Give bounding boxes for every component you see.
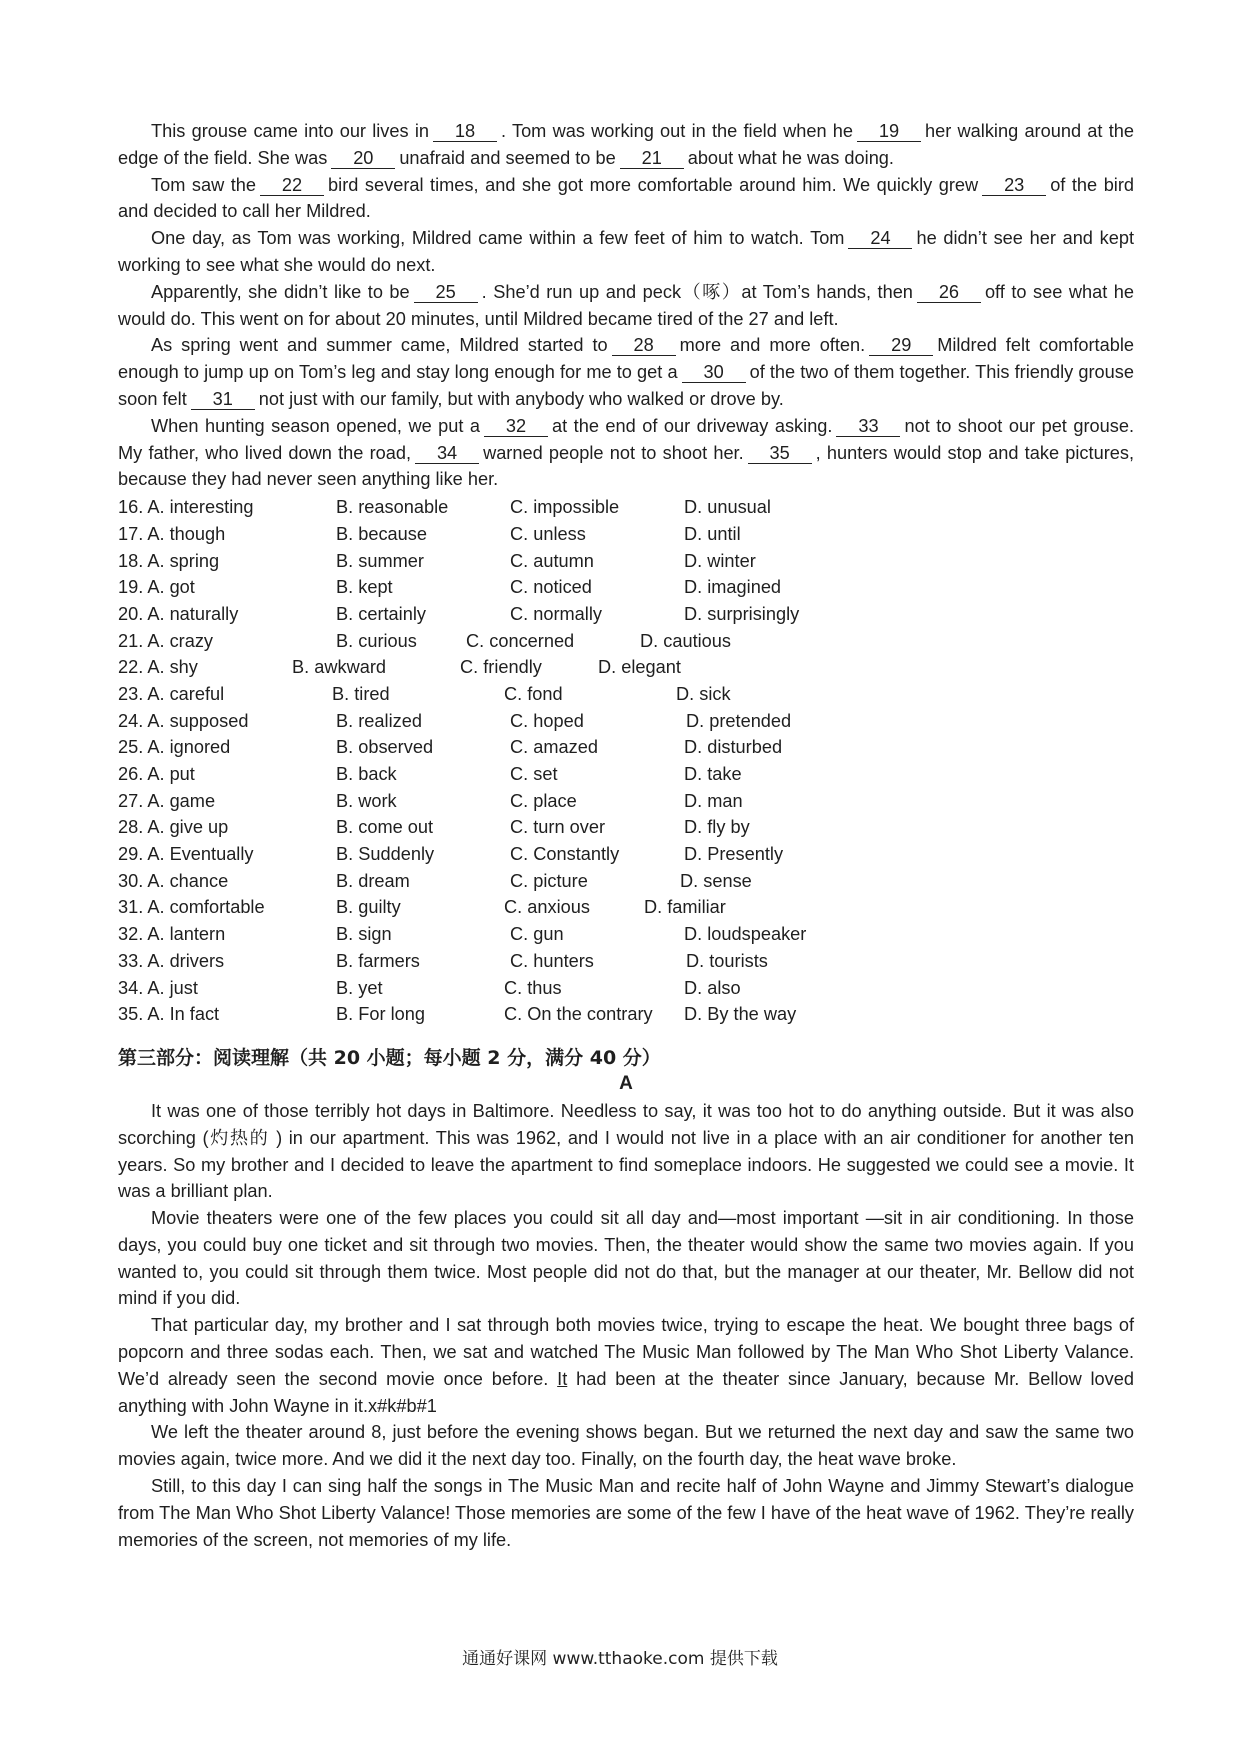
option-a: 29. A. Eventually: [118, 844, 254, 865]
cloze-text: off to see what he would do. This went on for about 20 minutes, until Mildred became: [118, 281, 1134, 329]
option-row: [118, 494, 1134, 521]
cloze-blank: 24: [848, 228, 912, 249]
option-a: 21. A. crazy: [118, 630, 214, 651]
cloze-text: her walking around at the edge of the field. She was: [118, 121, 1134, 168]
option-c: C. turn over: [510, 817, 606, 838]
option-row: [118, 521, 1134, 548]
reading-paragraph: Still, to this day I can sing half the songs in The Music Man and recite half of John Wayne and Jimmy Stewart’s dialogue from The Man Who Shot Liberty Valance! Those memories are some of the few I have of the heat wave of 1962. They’re really memories of the screen, not memories of my life.: [118, 1476, 1134, 1550]
option-a: 30. A. chance: [118, 870, 229, 891]
reading-paragraph: We left the theater around 8, just before the evening shows began. But we returned the next day and saw the same two movies again, twice more. And we did it the next day too. Finally, on the fourth day, the heat wave broke.: [118, 1422, 1134, 1470]
option-c: C. gun: [510, 924, 564, 945]
cloze-text: As spring went and summer came, Mildred started to: [151, 335, 608, 356]
option-d: D. cautious: [640, 630, 731, 651]
option-d: D. fly by: [684, 817, 750, 838]
option-a: 22. A. shy: [118, 657, 198, 678]
cloze-blank: 29: [869, 335, 933, 356]
cloze-blank: 31: [191, 389, 255, 410]
cloze-text: unafraid and seemed to be: [399, 147, 616, 168]
option-b: B. Suddenly: [336, 844, 435, 865]
cloze-text: When hunting season opened, we put a: [151, 415, 481, 436]
cloze-text: Tom saw the: [151, 174, 257, 195]
option-row: [118, 948, 1134, 975]
option-c: C. hunters: [510, 950, 594, 971]
option-d: D. Presently: [684, 844, 784, 865]
cloze-text: , hunters would stop and take pictures, because they had never seen anything like her.: [118, 442, 1135, 490]
option-c: C. concerned: [466, 630, 575, 651]
option-a: 27. A. game: [118, 790, 216, 811]
cloze-paragraph: [118, 172, 1134, 226]
option-a: 26. A. put: [118, 764, 195, 785]
option-d: D. take: [684, 764, 742, 785]
option-b: B. reasonable: [336, 497, 449, 518]
option-row: [118, 734, 1134, 761]
option-d: D. until: [684, 523, 741, 544]
cloze-blank: 35: [748, 443, 812, 464]
option-c: C. Constantly: [510, 844, 620, 865]
option-b: B. certainly: [336, 603, 426, 624]
cloze-text: he didn’t see her and kept working to see what she would do next.: [118, 228, 1134, 275]
option-c: C. noticed: [510, 577, 592, 598]
option-a: 31. A. comfortable: [118, 897, 265, 918]
option-b: B. curious: [336, 630, 417, 651]
option-a: 19. A. got: [118, 577, 195, 598]
reading-text: That particular day, my brother and I sat through both movies twice, trying to escape the heat. We bought three bags of popcorn and three sodas each. Then, we sat and watched The Music Man followed by The Man Who Shot Liberty Valance. We’d already seen the second movie once before.: [118, 1315, 1134, 1389]
option-a: 17. A. though: [118, 523, 226, 544]
option-c: C. amazed: [510, 737, 598, 758]
option-a: 35. A. In fact: [118, 1004, 220, 1025]
option-row: [118, 894, 1134, 921]
option-b: B. back: [336, 764, 397, 785]
cloze-blank: 32: [484, 416, 548, 437]
passage-letter: A: [619, 1072, 633, 1094]
cloze-text: This grouse came into our lives in: [151, 121, 430, 141]
cloze-text: . Tom was working out in the field when he: [501, 121, 854, 141]
option-b: B. sign: [336, 924, 392, 945]
reading-paragraph: [118, 1312, 1134, 1419]
option-c: C. fond: [504, 683, 563, 704]
option-row: [118, 868, 1134, 895]
option-a: 24. A. supposed: [118, 710, 249, 731]
reading-text: had been at the theater since January, because Mr. Bellow loved anything with John Wayne in it.x#k#b#1: [118, 1368, 1134, 1416]
cloze-blank: 33: [836, 416, 900, 437]
option-a: 20. A. naturally: [118, 603, 239, 624]
cloze-blank: 30: [682, 362, 746, 383]
option-d: D. By the way: [684, 1004, 797, 1025]
option-a: 28. A. give up: [118, 817, 229, 838]
cloze-paragraph: [118, 225, 1134, 279]
cloze-text: and left.: [773, 308, 839, 329]
cloze-text: One day, as Tom was working, Mildred came within a few feet of him to watch. Tom: [151, 228, 845, 249]
option-c: C. On the contrary: [504, 1004, 653, 1025]
option-c: C. thus: [504, 977, 562, 998]
option-d: D. man: [684, 790, 743, 811]
option-b: B. summer: [336, 550, 424, 571]
option-row: [118, 814, 1134, 841]
option-d: D. sense: [680, 870, 752, 891]
option-c: C. place: [510, 790, 577, 811]
option-row: [118, 628, 1134, 655]
cloze-blank: 26: [917, 282, 981, 303]
cloze-text: of the two of them together. This friendly grouse soon felt: [118, 362, 1134, 409]
cloze-text: . She’d run up and peck（啄）at Tom’s hands, then: [481, 281, 913, 302]
option-d: D. tourists: [686, 950, 768, 971]
cloze-text: tired of the 27: [657, 308, 769, 329]
option-c: C. anxious: [504, 897, 590, 918]
cloze-text: Apparently, she didn’t like to be: [151, 281, 410, 302]
cloze-paragraph: [118, 118, 1134, 172]
option-b: B. awkward: [292, 657, 387, 678]
option-row: [118, 841, 1134, 868]
option-d: D. loudspeaker: [684, 924, 807, 945]
option-c: C. autumn: [510, 550, 594, 571]
underlined-word: It: [557, 1368, 568, 1389]
option-row: [118, 601, 1134, 628]
option-b: B. come out: [336, 817, 434, 838]
cloze-blank: 25: [414, 282, 478, 303]
option-d: D. pretended: [686, 710, 792, 731]
section-heading: 第三部分：阅读理解（共 20 小题；每小题 2 分，满分 40 分）: [118, 1046, 661, 1069]
cloze-paragraph: [118, 332, 1134, 412]
option-row: [118, 574, 1134, 601]
option-d: D. elegant: [598, 657, 681, 678]
option-row: [118, 788, 1134, 815]
option-d: D. unusual: [684, 497, 771, 518]
option-b: B. tired: [332, 683, 390, 704]
option-a: 18. A. spring: [118, 550, 220, 571]
option-row: [118, 708, 1134, 735]
option-a: 25. A. ignored: [118, 737, 231, 758]
cloze-text: not just with our family, but with anybody who walked or drove by.: [258, 388, 784, 409]
option-b: B. observed: [336, 737, 434, 758]
cloze-paragraph: [118, 413, 1134, 493]
option-d: D. surprisingly: [684, 603, 800, 624]
option-d: D. sick: [676, 683, 731, 704]
cloze-text: of the bird and decided to call her Mildred.: [118, 174, 1135, 222]
option-a: 33. A. drivers: [118, 950, 225, 971]
option-d: D. disturbed: [684, 737, 783, 758]
option-a: 32. A. lantern: [118, 924, 226, 945]
option-row: [118, 761, 1134, 788]
option-d: D. also: [684, 977, 741, 998]
cloze-paragraph: [118, 279, 1134, 333]
answer-options: [118, 494, 1134, 1028]
option-c: C. friendly: [460, 657, 542, 678]
option-a: 34. A. just: [118, 977, 198, 998]
option-c: C. hoped: [510, 710, 584, 731]
option-row: [118, 921, 1134, 948]
option-b: B. yet: [336, 977, 383, 998]
option-b: B. dream: [336, 870, 410, 891]
option-b: B. work: [336, 790, 397, 811]
cloze-text: Mildred felt comfortable enough to jump up on Tom’s leg and stay long enough for me to get a: [118, 335, 1134, 383]
reading-paragraph: It was one of those terribly hot days in Baltimore. Needless to say, it was too hot to do anything outside. But it was also scorching (灼热的 ) in our apartment. This was 1962, and I would not live in a place with an air conditioner for another ten years. So my brother and I decided to leave the apartment to find someplace indoors. He suggested we could see a movie. It was a brilliant plan.: [118, 1100, 1134, 1202]
option-b: B. realized: [336, 710, 422, 731]
cloze-text: at the end of our driveway asking.: [552, 415, 833, 436]
option-c: C. set: [510, 764, 558, 785]
exam-page: [118, 118, 1134, 1553]
cloze-blank: 23: [982, 175, 1046, 196]
cloze-text: not to shoot our pet grouse. My father, who lived down the road,: [118, 415, 1134, 463]
cloze-blank: 18: [433, 121, 497, 142]
cloze-blank: 19: [857, 121, 921, 142]
option-row: [118, 654, 1134, 681]
cloze-text: bird several times, and she got more comfortable around him. We quickly grew: [328, 174, 979, 195]
option-c: C. impossible: [510, 497, 620, 518]
option-d: D. familiar: [644, 897, 726, 918]
cloze-blank: 28: [612, 335, 676, 356]
reading-paragraph: Movie theaters were one of the few places you could sit all day and—most important —sit in air conditioning. In those days, you could buy one ticket and sit through two movies. Then, the theater would show the same two movies again. If you wanted to, you could sit through them twice. Most people did not do that, but the manager at our theater, Mr. Bellow did not mind if you did.: [118, 1208, 1134, 1309]
option-row: [118, 548, 1134, 575]
cloze-blank: 20: [331, 148, 395, 169]
cloze-blank: 22: [260, 175, 324, 196]
option-b: B. farmers: [336, 950, 420, 971]
option-c: C. unless: [510, 523, 586, 544]
cloze-text: more and more often.: [679, 335, 866, 356]
option-c: C. normally: [510, 603, 602, 624]
option-d: D. winter: [684, 550, 756, 571]
option-b: B. For long: [336, 1004, 425, 1025]
cloze-text: warned people not to shoot her.: [483, 442, 744, 463]
cloze-blank: 21: [620, 148, 684, 169]
option-row: [118, 975, 1134, 1002]
option-c: C. picture: [510, 870, 588, 891]
option-row: [118, 681, 1134, 708]
option-a: 16. A. interesting: [118, 497, 254, 518]
option-b: B. kept: [336, 577, 393, 598]
option-d: D. imagined: [684, 577, 782, 598]
option-b: B. guilty: [336, 897, 401, 918]
cloze-text: about what he was doing.: [687, 147, 894, 168]
option-row: [118, 1001, 1134, 1028]
option-b: B. because: [336, 523, 427, 544]
cloze-blank: 34: [415, 443, 479, 464]
page-footer: 通通好课网 www.tthaoke.com 提供下载: [462, 1649, 778, 1669]
option-a: 23. A. careful: [118, 683, 225, 704]
